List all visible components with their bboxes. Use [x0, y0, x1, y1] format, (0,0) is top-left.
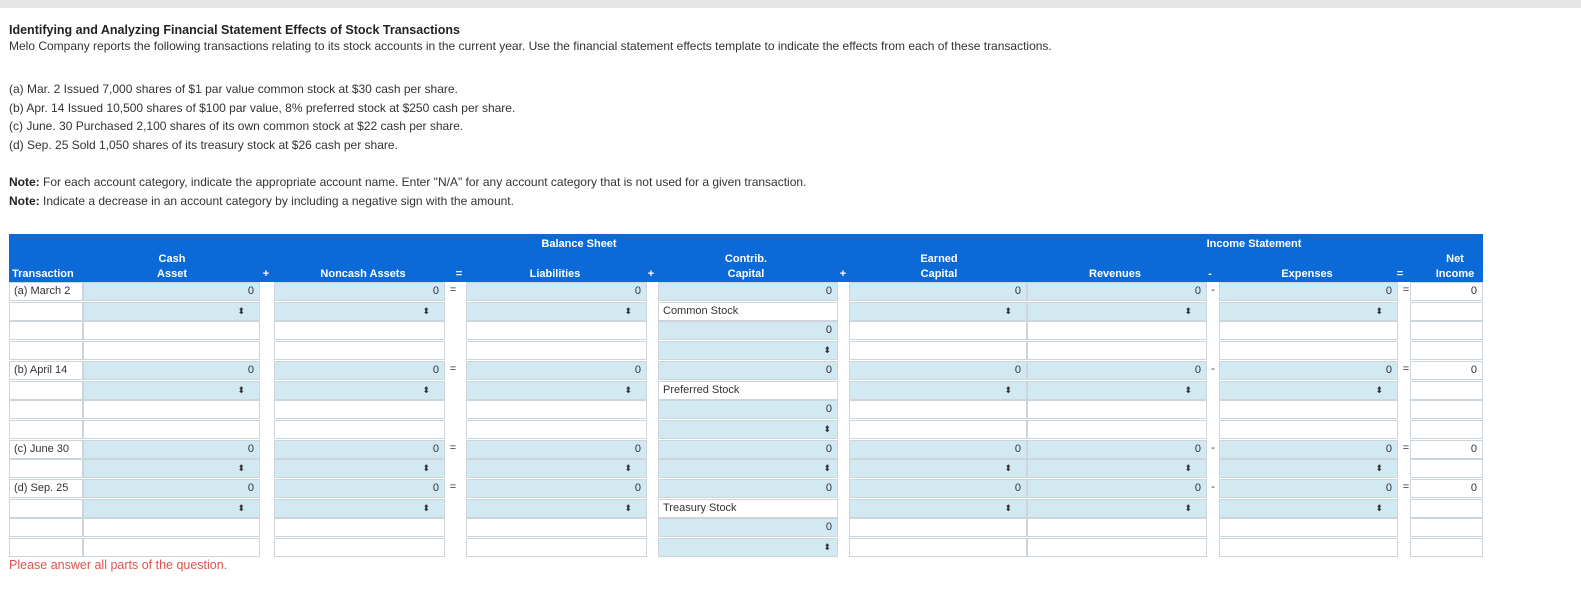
table-row: [9, 420, 1483, 439]
liabilities-empty: [466, 400, 647, 419]
liabilities-empty: [466, 420, 647, 439]
col-earned-header-2: Capital: [920, 268, 958, 280]
earned-capital-input[interactable]: 0: [849, 479, 1027, 498]
contrib-capital-input[interactable]: 0: [658, 282, 838, 301]
table-row: [9, 459, 1483, 478]
op-equals: =: [1402, 481, 1410, 493]
cash-asset-input[interactable]: 0: [83, 282, 260, 301]
contrib-capital-input[interactable]: 0: [658, 479, 838, 498]
op-minus: -: [1211, 441, 1215, 454]
col-net-income-header-1: Net: [1446, 253, 1464, 265]
cash-asset-account-select[interactable]: ⬍: [83, 459, 260, 478]
noncash-assets-account-select[interactable]: ⬍: [274, 459, 445, 478]
liabilities-empty: [466, 321, 647, 340]
op-plus-header: +: [839, 268, 847, 280]
revenues-input[interactable]: 0: [1027, 361, 1207, 380]
table-row: [9, 499, 1483, 518]
transaction-label: (d) Sep. 25: [9, 479, 83, 498]
transaction-label-empty: [9, 321, 83, 340]
net-income-value: 0: [1410, 361, 1483, 380]
revenues-input[interactable]: 0: [1027, 440, 1207, 459]
earned-capital-empty: [849, 420, 1027, 439]
col-cash-header-1: Cash: [158, 253, 186, 265]
effects-template-table: [9, 234, 1483, 557]
cash-asset-input[interactable]: 0: [83, 440, 260, 459]
expenses-account-select[interactable]: ⬍: [1219, 381, 1398, 400]
noncash-assets-empty: [274, 538, 445, 557]
earned-capital-empty: [849, 321, 1027, 340]
earned-capital-account-select[interactable]: ⬍: [849, 381, 1027, 400]
contrib-capital-select[interactable]: ⬍: [658, 341, 838, 360]
net-income-empty: [1410, 538, 1483, 557]
op-equals: =: [449, 441, 457, 454]
revenues-account-select[interactable]: ⬍: [1027, 302, 1207, 321]
liabilities-empty: [466, 538, 647, 557]
expenses-empty: [1219, 420, 1398, 439]
net-income-empty: [1410, 341, 1483, 360]
revenues-account-select[interactable]: ⬍: [1027, 381, 1207, 400]
earned-capital-input[interactable]: 0: [849, 282, 1027, 301]
transaction-label-empty: [9, 518, 83, 537]
transaction-item: (c) June. 30 Purchased 2,100 shares of its own common stock at $22 cash per share.: [9, 119, 464, 133]
cash-asset-empty: [83, 321, 260, 340]
net-income-empty: [1410, 420, 1483, 439]
net-income-value: 0: [1410, 479, 1483, 498]
op-equals: =: [449, 362, 457, 375]
liabilities-empty: [466, 341, 647, 360]
question-title: Identifying and Analyzing Financial Statement Effects of Stock Transactions: [9, 23, 461, 37]
op-minus: -: [1211, 362, 1215, 375]
expenses-empty: [1219, 321, 1398, 340]
net-income-empty: [1410, 499, 1483, 518]
expenses-empty: [1219, 341, 1398, 360]
transaction-item: (b) Apr. 14 Issued 10,500 shares of $100 par value, 8% preferred stock at $250 cash per share.: [9, 100, 516, 115]
op-minus: -: [1211, 481, 1215, 493]
transaction-list: [9, 80, 515, 154]
note-line: [9, 192, 806, 211]
expenses-empty: [1219, 538, 1398, 557]
revenues-account-select[interactable]: ⬍: [1027, 499, 1207, 518]
table-row: [9, 479, 1483, 498]
table-row: [9, 282, 1483, 301]
transaction-label-empty: [9, 459, 83, 478]
op-equals: =: [1402, 284, 1410, 296]
table-row: [9, 440, 1483, 459]
balance-sheet-header: Balance Sheet: [541, 238, 617, 250]
transaction-label-empty: [9, 381, 83, 400]
revenues-empty: [1027, 420, 1207, 439]
contrib-capital-input[interactable]: 0: [658, 518, 838, 537]
op-eq-header: =: [455, 268, 463, 280]
col-earned-header-1: Earned: [920, 253, 958, 265]
revenues-empty: [1027, 341, 1207, 360]
earned-capital-empty: [849, 538, 1027, 557]
table-row: [9, 381, 1483, 400]
noncash-assets-empty: [274, 321, 445, 340]
table-row: [9, 302, 1483, 321]
net-income-empty: [1410, 381, 1483, 400]
net-income-empty: [1410, 302, 1483, 321]
net-income-empty: [1410, 518, 1483, 537]
transaction-label-empty: [9, 499, 83, 518]
top-bar: [0, 0, 1581, 8]
transaction-label-empty: [9, 341, 83, 360]
liabilities-account-select[interactable]: ⬍: [466, 302, 647, 321]
noncash-assets-empty: [274, 518, 445, 537]
liabilities-input[interactable]: 0: [466, 282, 647, 301]
transaction-label-empty: [9, 420, 83, 439]
income-statement-header: Income Statement: [1206, 238, 1302, 250]
contrib-capital-input[interactable]: 0: [658, 321, 838, 340]
contrib-account-name-input[interactable]: Treasury Stock: [658, 499, 838, 518]
expenses-account-select[interactable]: ⬍: [1219, 499, 1398, 518]
expenses-input[interactable]: 0: [1219, 361, 1398, 380]
cash-asset-empty: [83, 341, 260, 360]
liabilities-input[interactable]: 0: [466, 440, 647, 459]
liabilities-input[interactable]: 0: [466, 361, 647, 380]
revenues-empty: [1027, 538, 1207, 557]
question-intro: [9, 22, 1509, 54]
liabilities-account-select[interactable]: ⬍: [466, 459, 647, 478]
expenses-empty: [1219, 400, 1398, 419]
op-plus-header: +: [647, 268, 655, 280]
cash-asset-input[interactable]: 0: [83, 361, 260, 380]
note-label: Note:: [9, 175, 40, 189]
op-equals: =: [1402, 362, 1410, 375]
transaction-label-empty: [9, 302, 83, 321]
noncash-assets-account-select[interactable]: ⬍: [274, 302, 445, 321]
op-equals: =: [1402, 441, 1410, 454]
transaction-label-empty: [9, 538, 83, 557]
note-text: Indicate a decrease in an account category by including a negative sign with the amount.: [39, 194, 514, 208]
net-income-value: 0: [1410, 440, 1483, 459]
earned-capital-account-select[interactable]: ⬍: [849, 499, 1027, 518]
liabilities-input[interactable]: 0: [466, 479, 647, 498]
table-row: [9, 321, 1483, 340]
noncash-assets-account-select[interactable]: ⬍: [274, 499, 445, 518]
col-revenues-header: Revenues: [1089, 268, 1141, 280]
expenses-input[interactable]: 0: [1219, 479, 1398, 498]
col-liabilities-header: Liabilities: [529, 268, 581, 280]
transaction-item: (a) Mar. 2 Issued 7,000 shares of $1 par value common stock at $30 cash per share.: [9, 82, 458, 96]
op-plus-header: +: [262, 268, 270, 280]
op-minus-header: -: [1208, 268, 1212, 280]
earned-capital-input[interactable]: 0: [849, 361, 1027, 380]
note-line: [9, 173, 806, 192]
noncash-assets-empty: [274, 420, 445, 439]
col-noncash-header: Noncash Assets: [320, 268, 406, 280]
contrib-capital-input[interactable]: 0: [658, 440, 838, 459]
contrib-account-name-input[interactable]: Common Stock: [658, 302, 838, 321]
net-income-value: 0: [1410, 282, 1483, 301]
table-row: [9, 538, 1483, 557]
revenues-empty: [1027, 400, 1207, 419]
transaction-label-empty: [9, 400, 83, 419]
cash-asset-account-select[interactable]: ⬍: [83, 499, 260, 518]
cash-asset-empty: [83, 400, 260, 419]
col-transaction-header: Transaction: [12, 268, 74, 280]
op-eq-header: =: [1396, 268, 1404, 280]
revenues-account-select[interactable]: ⬍: [1027, 459, 1207, 478]
contrib-capital-input[interactable]: 0: [658, 400, 838, 419]
contrib-capital-select[interactable]: ⬍: [658, 420, 838, 439]
note-text: For each account category, indicate the appropriate account name. Enter "N/A" for any account category that is not used for a given transaction.: [39, 175, 807, 189]
col-expenses-header: Expenses: [1281, 268, 1333, 280]
note-label: Note:: [9, 194, 40, 208]
net-income-empty: [1410, 459, 1483, 478]
net-income-empty: [1410, 321, 1483, 340]
earned-capital-account-select[interactable]: ⬍: [849, 302, 1027, 321]
op-equals: =: [449, 284, 457, 296]
table-header: [9, 234, 1483, 282]
earned-capital-account-select[interactable]: ⬍: [849, 459, 1027, 478]
liabilities-empty: [466, 518, 647, 537]
noncash-assets-account-select[interactable]: ⬍: [274, 381, 445, 400]
contrib-capital-spinner[interactable]: ⬍: [658, 459, 838, 478]
cash-asset-account-select[interactable]: ⬍: [83, 302, 260, 321]
notes: [9, 173, 806, 211]
transaction-label: (c) June 30: [9, 440, 83, 459]
table-row: [9, 518, 1483, 537]
op-minus: -: [1211, 284, 1215, 296]
col-contrib-header-1: Contrib.: [724, 253, 768, 265]
col-contrib-header-2: Capital: [727, 268, 765, 280]
liabilities-account-select[interactable]: ⬍: [466, 499, 647, 518]
expenses-input[interactable]: 0: [1219, 282, 1398, 301]
revenues-input[interactable]: 0: [1027, 282, 1207, 301]
table-row: [9, 341, 1483, 360]
op-equals: =: [449, 481, 457, 493]
net-income-empty: [1410, 400, 1483, 419]
cash-asset-empty: [83, 518, 260, 537]
contrib-account-name-input[interactable]: Preferred Stock: [658, 381, 838, 400]
revenues-empty: [1027, 321, 1207, 340]
cash-asset-input[interactable]: 0: [83, 479, 260, 498]
col-cash-header-2: Asset: [157, 268, 187, 280]
cash-asset-empty: [83, 420, 260, 439]
noncash-assets-input[interactable]: 0: [274, 361, 445, 380]
earned-capital-empty: [849, 400, 1027, 419]
cash-asset-empty: [83, 538, 260, 557]
cash-asset-account-select[interactable]: ⬍: [83, 381, 260, 400]
contrib-capital-select[interactable]: ⬍: [658, 538, 838, 557]
transaction-label: (a) March 2: [9, 282, 83, 301]
noncash-assets-input[interactable]: 0: [274, 479, 445, 498]
noncash-assets-empty: [274, 400, 445, 419]
table-row: [9, 400, 1483, 419]
noncash-assets-input[interactable]: 0: [274, 440, 445, 459]
earned-capital-empty: [849, 518, 1027, 537]
revenues-input[interactable]: 0: [1027, 479, 1207, 498]
revenues-empty: [1027, 518, 1207, 537]
liabilities-account-select[interactable]: ⬍: [466, 381, 647, 400]
expenses-account-select[interactable]: ⬍: [1219, 459, 1398, 478]
expenses-empty: [1219, 518, 1398, 537]
question-description: Melo Company reports the following transactions relating to its stock accounts in the current year. Use the financial statement effects template to indicate the effects from each of these transactions.: [9, 39, 1052, 53]
table-row: [9, 361, 1483, 380]
expenses-input[interactable]: 0: [1219, 440, 1398, 459]
expenses-account-select[interactable]: ⬍: [1219, 302, 1398, 321]
earned-capital-empty: [849, 341, 1027, 360]
transaction-label: (b) April 14: [9, 361, 83, 380]
transaction-item: (d) Sep. 25 Sold 1,050 shares of its treasury stock at $26 cash per share.: [9, 137, 398, 152]
noncash-assets-input[interactable]: 0: [274, 282, 445, 301]
earned-capital-input[interactable]: 0: [849, 440, 1027, 459]
contrib-capital-input[interactable]: 0: [658, 361, 838, 380]
col-net-income-header-2: Income: [1435, 268, 1475, 280]
noncash-assets-empty: [274, 341, 445, 360]
error-message: Please answer all parts of the question.: [9, 558, 228, 572]
